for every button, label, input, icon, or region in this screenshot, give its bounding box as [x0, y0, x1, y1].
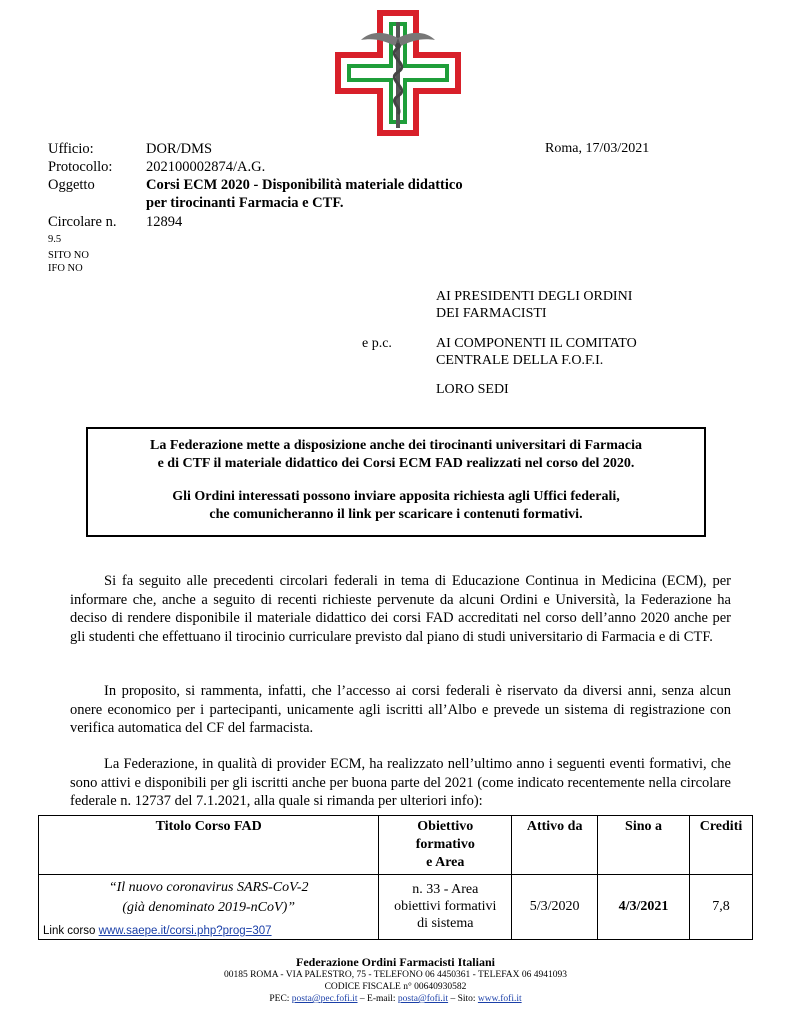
table-header-row — [39, 816, 753, 875]
footer-pec-link[interactable]: posta@pec.fofi.it — [291, 994, 358, 1004]
footer-site-link[interactable]: www.fofi.it — [477, 994, 522, 1004]
header-crediti: Crediti — [689, 816, 752, 875]
document-date: Roma, 17/03/2021 — [545, 141, 650, 156]
protocollo-value: 202100002874/A.G. — [146, 159, 266, 175]
courses-table — [38, 815, 753, 940]
oggetto-line-1: Corsi ECM 2020 - Disponibilità materiale didattico — [146, 177, 463, 193]
oggetto-line-2: per tirocinanti Farmacia e CTF. — [146, 195, 344, 211]
recipient-line-1: AI PRESIDENTI DEGLI ORDINI — [436, 289, 633, 304]
recipient-line-4: CENTRALE DELLA F.O.F.I. — [436, 353, 604, 368]
course-link-row — [43, 925, 374, 937]
notice-box — [86, 427, 706, 537]
recipient-line-3: AI COMPONENTI IL COMITATO — [436, 336, 637, 351]
course-link[interactable]: www.saepe.it/corsi.php?prog=307 — [98, 925, 272, 937]
table-row — [39, 875, 753, 940]
course-title-line-1: “Il nuovo coronavirus SARS-CoV-2 — [108, 880, 309, 895]
body-paragraph-3: La Federazione, in qualità di provider ECM, ha realizzato nell’ultimo anno i seguenti eventi formativi, che sono attivi e disponibili per gli iscritti anche per buona parte del 2021 (come indicato recentemente nella circolare federale n. 12737 del 7.1.2021, alla quale si rimanda per ulteriori info): — [70, 756, 731, 809]
footer-org: Federazione Ordini Farmacisti Italiani — [296, 955, 495, 969]
course-title-cell — [39, 875, 379, 940]
course-attivo-cell: 5/3/2020 — [512, 875, 598, 940]
course-obiettivo-line-2: obiettivi formativi — [394, 899, 497, 914]
course-crediti-cell: 7,8 — [689, 875, 752, 940]
recipient-line-2: DEI FARMACISTI — [436, 306, 547, 321]
course-obiettivo-line-1: n. 33 - Area — [412, 882, 479, 897]
header-sino: Sino a — [598, 816, 690, 875]
circolare-label: Circolare n. — [48, 214, 117, 230]
header-obiettivo — [379, 816, 512, 875]
footer-email-link[interactable]: posta@fofi.it — [397, 994, 449, 1004]
ifo-flag: IFO NO — [48, 263, 83, 274]
course-sino-cell: 4/3/2021 — [598, 875, 690, 940]
header-titolo: Titolo Corso FAD — [39, 816, 379, 875]
ufficio-label: Ufficio: — [48, 141, 94, 157]
body-paragraph-2: In proposito, si rammenta, infatti, che l’accesso ai corsi federali è riservato da diversi anni, senza alcun onere economico per i partecipanti, unicamente agli iscritti all’Albo e prevede un sistema di registrazione con verifica automatica del CF del farmacista. — [70, 683, 731, 736]
oggetto-label: Oggetto — [48, 177, 95, 193]
notice-line-2: e di CTF il materiale didattico dei Corsi ECM FAD realizzati nel corso del 2020. — [157, 456, 635, 471]
course-title-line-2: (già denominato 2019-nCoV)” — [122, 900, 296, 915]
recipient-line-5: LORO SEDI — [436, 382, 509, 397]
footer-contacts — [0, 994, 791, 1004]
course-link-prefix: Link corso — [43, 925, 96, 937]
course-obiettivo-line-3: di sistema — [417, 916, 474, 931]
sito-flag: SITO NO — [48, 250, 89, 261]
footer-site-label: – Sito: — [450, 994, 476, 1004]
header-attivo: Attivo da — [512, 816, 598, 875]
course-obiettivo-cell — [379, 875, 512, 940]
notice-line-4: che comunicheranno il link per scaricare i contenuti formativi. — [209, 507, 583, 522]
footer-address: 00185 ROMA - VIA PALESTRO, 75 - TELEFONO 06 4450361 - TELEFAX 06 4941093 — [223, 970, 568, 980]
body-paragraph-1: Si fa seguito alle precedenti circolari federali in tema di Educazione Continua in Medicina (ECM), per informare che, anche a seguito di recenti richieste pervenute da alcuni Ordini e Università, la Federazione ha deciso di rendere disponibile il materiale didattico dei corsi FAD accreditati nel corso dell’anno 2020 anche per gli studenti che effettuano il tirocinio curriculare previsto dal piano di studi universitario di Farmacia e di CTF. — [70, 573, 731, 645]
footer-email-label: – E-mail: — [359, 994, 396, 1004]
ufficio-value: DOR/DMS — [146, 141, 213, 157]
class-code: 9.5 — [48, 234, 62, 245]
notice-line-1: La Federazione mette a disposizione anche dei tirocinanti universitari di Farmacia — [149, 438, 643, 453]
header-obiettivo-line-2: formativo — [415, 837, 475, 852]
protocollo-label: Protocollo: — [48, 159, 113, 175]
header-obiettivo-line-3: e Area — [426, 855, 465, 870]
footer-pec-label: PEC: — [269, 994, 290, 1004]
footer-cf: CODICE FISCALE n° 00640930582 — [324, 982, 467, 992]
fofi-logo-icon — [333, 8, 463, 138]
epc-label: e p.c. — [362, 336, 392, 351]
circolare-value: 12894 — [146, 214, 183, 230]
header-obiettivo-line-1: Obiettivo — [417, 819, 474, 834]
notice-line-3: Gli Ordini interessati possono inviare apposita richiesta agli Uffici federali, — [172, 489, 620, 504]
